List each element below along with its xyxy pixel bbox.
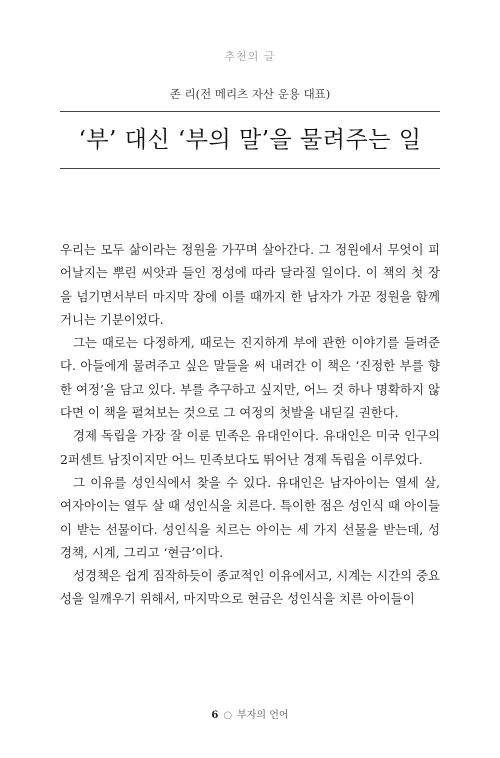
paragraph-3: 경제 독립을 가장 잘 이룬 민족은 유대인이다. 유대인은 미국 인구의 2퍼센트 남짓이지만 어느 민족보다도 뛰어난 경제 독립을 이루었다. bbox=[60, 428, 440, 467]
section-label: 추천의 글 bbox=[224, 50, 276, 63]
footer-separator: ○ bbox=[223, 710, 233, 721]
title-top-rule bbox=[60, 111, 440, 112]
author-line: 존 리(전 메리츠 자산 운용 대표) bbox=[169, 87, 331, 101]
body-text bbox=[60, 238, 440, 611]
page-number: 6 bbox=[211, 710, 219, 721]
paragraph-2: 그는 때로는 다정하게, 때로는 진지하게 부에 관한 이야기를 들려준다. 아들에게 물려주고 싶은 말들을 써 내려간 이 책은 ‘진정한 부를 향한 여정’을 담고 있다. 부를 추구하고 싶지만, 어느 것 하나 명확하지 않다면 이 책을 펼쳐보는 것으로 그 여정의 첫발을 내딛길 권한다. bbox=[60, 335, 440, 421]
paragraph-4: 그 이유를 성인식에서 찾을 수 있다. 유대인은 남자아이는 열세 살, 여자아이는 열두 살 때 성인식을 치른다. 특이한 점은 성인식 때 아이들이 받는 선물이다. 성인식을 치르는 아이는 세 가지 선물을 받는데, 성경책, 시계, 그리고 ‘현금’이다. bbox=[60, 474, 440, 560]
book-title: 부자의 언어 bbox=[237, 710, 289, 721]
paragraph-1: 우리는 모두 삶이라는 정원을 가꾸며 살아간다. 그 정원에서 무엇이 피어날지는 뿌린 씨앗과 들인 정성에 따라 달라질 일이다. 이 책의 첫 장을 넘기면서부터 마지막 장에 이를 때까지 한 남자가 가꾼 정원을 함께 거니는 기분이었다. bbox=[60, 242, 440, 327]
page-footer bbox=[0, 706, 500, 721]
title-bottom-rule bbox=[60, 168, 440, 169]
chapter-title: ‘부’ 대신 ‘부의 말’을 물려주는 일 bbox=[78, 127, 422, 153]
paragraph-5: 성경책은 쉽게 짐작하듯이 종교적인 이유에서고, 시계는 시간의 중요성을 일깨우기 위해서, 마지막으로 현금은 성인식을 치른 아이들이 bbox=[60, 568, 440, 607]
